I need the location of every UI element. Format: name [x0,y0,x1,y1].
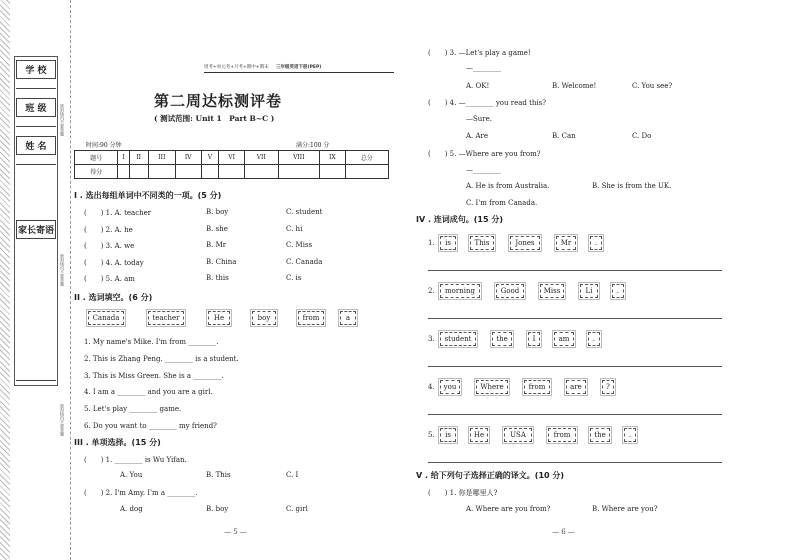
score-header-cell: V [201,151,219,165]
word-box: Where [476,380,508,394]
question-subline: —Sure. [466,115,493,123]
left-page [74,0,394,560]
question-option-c: C. Canada [286,258,323,266]
word-box: Good [496,284,524,298]
time-label: 时间:90 分钟 [86,142,122,149]
score-header-cell: III [148,151,175,165]
word-box: Jones [510,236,540,250]
question-option-b: B. she [206,225,228,233]
fill-blank-item[interactable]: 6. Do you want to ________ my friend? [84,422,217,430]
score-cell[interactable] [278,165,320,179]
full-score-label: 满分:100 分 [296,142,330,149]
page-number: — 5 — [224,528,247,536]
question-stem[interactable]: ( ) 1. 你是哪里人? [428,489,498,497]
item-number: 3. [428,335,435,343]
score-cell[interactable] [345,165,388,179]
question-option-b: B. this [206,274,229,282]
word-box: Li [580,284,598,298]
question-option-b: B. Welcome! [552,82,597,90]
answer-line[interactable] [428,366,722,367]
question-option-c: C. Do [632,132,652,140]
fill-blank-item[interactable]: 2. This is Zhang Peng. ________ is a student. [84,355,239,363]
score-cell[interactable] [201,165,219,179]
word-box: teacher [148,311,184,325]
word-box: from [548,428,576,442]
question-option-c: C. Miss [286,241,313,249]
word-box: student [440,332,476,346]
time-score-line [86,140,386,149]
word-box: Miss [540,284,564,298]
word-box: is [440,428,456,442]
seal-text: 密封线内不要答题 [60,404,65,436]
word-box: morning [440,284,480,298]
score-header-cell: IV [175,151,201,165]
word-box: a [340,311,356,325]
score-cell[interactable] [244,165,278,179]
section-4-title: IV . 连词成句。(15 分) [416,215,504,224]
score-header-cell: II [129,151,148,165]
score-table-score-row [75,165,389,179]
question-stem[interactable]: ( ) 2. I'm Amy. I'm a ________. [84,489,198,497]
class-label: 班 级 [16,98,56,117]
word-box: from [298,311,324,325]
item-number: 1. [428,239,435,247]
score-cell[interactable] [148,165,175,179]
binding-strip [0,0,64,560]
parent-message-label: 家长寄语 [16,220,56,239]
question-option-a: ( ) 3. A. we [84,242,135,250]
question-option-a: A. Are [466,132,489,140]
question-option-b: B. boy [206,505,229,513]
seal-text: 密封线内不要答题 [60,104,65,136]
question-option-b: B. Mr [206,241,227,249]
question-option-a: A. OK! [466,82,490,90]
word-box: He [470,428,488,442]
word-box: . [588,332,600,346]
question-stem[interactable]: ( ) 5. —Where are you from? [428,150,541,158]
question-stem[interactable]: ( ) 4. —________ you read this? [428,99,546,107]
score-header-cell: VI [219,151,245,165]
name-label: 姓 名 [16,136,56,155]
fill-blank-item[interactable]: 4. I am a ________ and you are a girl. [84,388,213,396]
score-header-cell: I [118,151,129,165]
word-box: USA [504,428,532,442]
question-option-c: C. student [286,208,323,216]
page-title: 第二周达标测评卷 [154,92,283,110]
question-option-a: A. He is from Australia. [466,182,550,190]
score-header-cell: VII [244,151,278,165]
score-cell[interactable] [175,165,201,179]
question-option-a: ( ) 1. A. teacher [84,209,152,217]
item-number: 4. [428,383,435,391]
score-table [74,150,389,179]
binding-hatch [0,0,10,560]
school-label: 学 校 [16,60,56,79]
section-3-title: III . 单项选择。(15 分) [74,438,161,447]
answer-line[interactable] [428,414,722,415]
question-stem[interactable]: ( ) 3. —Let's play a game! [428,49,531,57]
question-option-a: ( ) 5. A. am [84,275,135,283]
fill-blank-item[interactable]: 5. Let's play ________ game. [84,405,182,413]
word-box: the [492,332,512,346]
score-header-cell: IX [320,151,346,165]
answer-line[interactable] [428,462,722,463]
parent-message-field[interactable] [16,380,56,381]
fill-blank-item[interactable]: 1. My name's Mike. I'm from ________. [84,338,219,346]
score-row-label: 得分 [75,165,118,179]
school-field[interactable] [16,88,56,89]
score-cell[interactable] [320,165,346,179]
question-option-b: B. China [206,258,237,266]
class-field[interactable] [16,126,56,127]
question-option-c: C. You see? [632,82,673,90]
question-option-a: ( ) 2. A. he [84,226,133,234]
word-box: the [590,428,610,442]
section-5-title: V . 给下列句子选择正确的译文。(10 分) [416,471,565,480]
score-table-header-row [75,151,389,165]
word-box: . [612,284,624,298]
fill-blank-item[interactable]: 3. This is Miss Green. She is a ________. [84,372,224,380]
word-box: you [440,380,460,394]
word-box: boy [252,311,276,325]
word-box: Mr [556,236,576,250]
header-bar [204,64,321,70]
word-box: . [624,428,636,442]
right-page [412,0,792,560]
answer-line[interactable] [428,318,722,319]
question-option-c: C. is [286,274,302,282]
word-box: This [470,236,494,250]
section-1-title: I . 选出每组单词中不同类的一项。(5 分) [74,191,222,200]
item-number: 2. [428,287,435,295]
word-box: is [440,236,456,250]
word-box: Canada [88,311,124,325]
question-option-b: B. boy [206,208,229,216]
word-box: He [208,311,230,325]
exam-series: 周考+单元考+月考+期中+期末 [204,65,269,70]
question-option-b: B. This [206,471,231,479]
question-option-a: A. You [120,471,143,479]
question-option-a: A. dog [120,505,143,513]
word-box: . [590,236,602,250]
question-option-b: B. Can [552,132,576,140]
score-cell[interactable] [118,165,129,179]
question-option-c: C. girl [286,505,308,513]
item-number: 5. [428,431,435,439]
question-option-a: A. Where are you from? [466,505,551,513]
section-2-title: II . 选词填空。(6 分) [74,293,153,302]
question-option-c: C. I [286,471,299,479]
question-option-b: B. She is from the UK. [592,182,672,190]
score-cell[interactable] [129,165,148,179]
test-scope: ( 测试范围: Unit 1 Part B~C ) [154,114,275,123]
name-field[interactable] [16,164,56,165]
question-subline: —________ [466,166,501,174]
page-number: — 6 — [552,528,575,536]
seal-text: 密封线内不要答题 [60,254,65,286]
question-stem[interactable]: ( ) 1. ________ is Wu Yifan. [84,456,187,464]
score-header-cell: VIII [278,151,320,165]
score-header-cell: 题号 [75,151,118,165]
word-box: I [528,332,540,346]
word-box: ? [602,380,614,394]
question-subline: —________ [466,64,501,72]
question-option-a: ( ) 4. A. today [84,259,144,267]
score-cell[interactable] [219,165,245,179]
question-option-b: B. Where are you? [592,505,658,513]
word-box: am [554,332,574,346]
score-header-cell: 总分 [345,151,388,165]
seal-line [70,0,71,560]
word-box: are [566,380,586,394]
question-option-c: C. hi [286,225,303,233]
question-option-c: C. I'm from Canada. [466,199,538,207]
word-box: from [524,380,550,394]
header-rule [204,72,394,73]
answer-line[interactable] [428,270,722,271]
grade-label: 三年级英语下册(PEP) [276,65,322,70]
